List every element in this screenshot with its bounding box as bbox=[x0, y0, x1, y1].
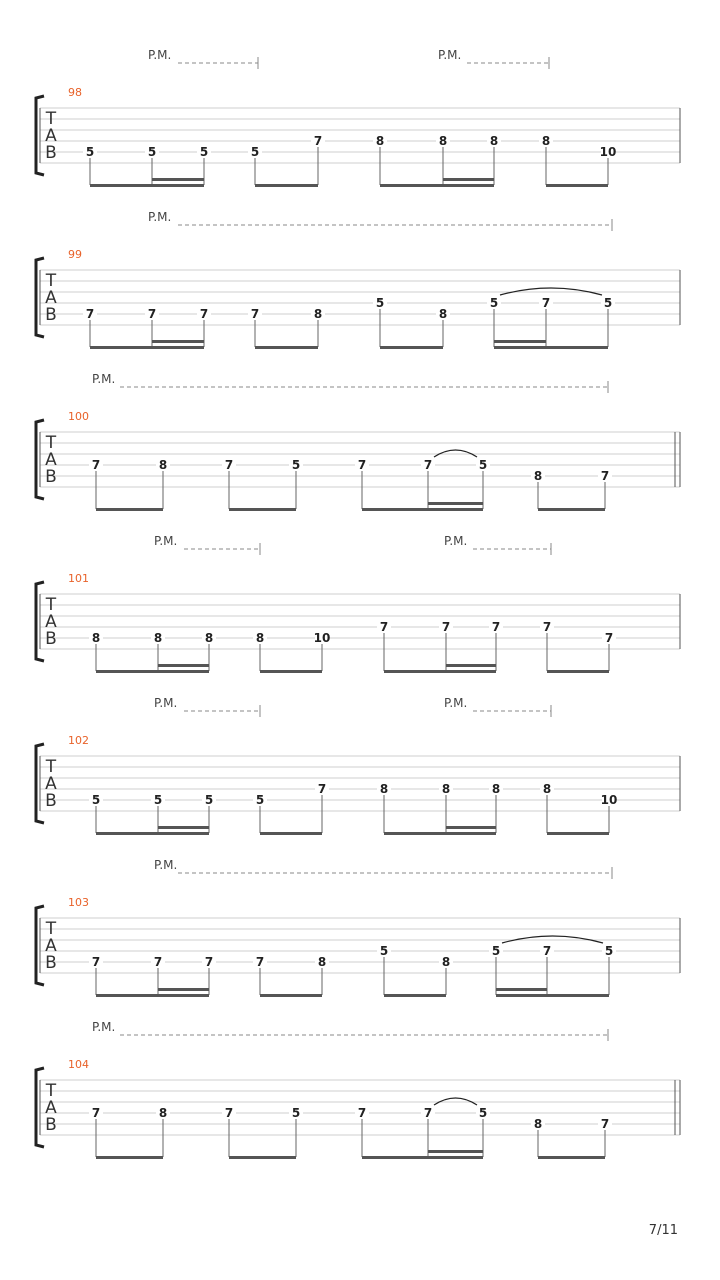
fret-number: 8 bbox=[441, 955, 451, 969]
beam-secondary bbox=[446, 826, 496, 829]
fret-number: 5 bbox=[478, 1106, 488, 1120]
beam-secondary bbox=[443, 178, 494, 181]
measure-number: 101 bbox=[68, 572, 89, 585]
fret-number: 8 bbox=[489, 134, 499, 148]
palm-mute-label: P.M. bbox=[92, 1020, 116, 1034]
beam-secondary bbox=[158, 664, 209, 667]
fret-number: 7 bbox=[91, 955, 101, 969]
tab-letter: A bbox=[45, 450, 57, 470]
fret-number: 5 bbox=[489, 296, 499, 310]
fret-number: 7 bbox=[357, 458, 367, 472]
tab-letter: A bbox=[45, 612, 57, 632]
fret-number: 8 bbox=[158, 458, 168, 472]
fret-number: 8 bbox=[153, 631, 163, 645]
fret-number: 5 bbox=[250, 145, 260, 159]
beam bbox=[384, 670, 496, 673]
measure-number: 102 bbox=[68, 734, 89, 747]
beam bbox=[255, 184, 318, 187]
beam-secondary bbox=[428, 502, 483, 505]
fret-number: 7 bbox=[153, 955, 163, 969]
fret-number: 7 bbox=[224, 1106, 234, 1120]
fret-number: 5 bbox=[204, 793, 214, 807]
fret-number: 7 bbox=[423, 458, 433, 472]
fret-number: 8 bbox=[542, 782, 552, 796]
beam bbox=[96, 1156, 163, 1159]
tab-letter: T bbox=[45, 1081, 57, 1101]
tab-letter: T bbox=[45, 271, 57, 291]
beam bbox=[362, 1156, 483, 1159]
tab-letter: B bbox=[45, 467, 57, 487]
fret-number: 7 bbox=[541, 296, 551, 310]
tab-letter: T bbox=[45, 757, 57, 777]
fret-number: 7 bbox=[317, 782, 327, 796]
fret-number: 7 bbox=[313, 134, 323, 148]
fret-number: 7 bbox=[357, 1106, 367, 1120]
beam-secondary bbox=[446, 664, 496, 667]
beam bbox=[494, 346, 608, 349]
fret-number: 8 bbox=[204, 631, 214, 645]
fret-number: 8 bbox=[255, 631, 265, 645]
tab-letter: T bbox=[45, 109, 57, 129]
beam bbox=[96, 508, 163, 511]
beam bbox=[380, 184, 494, 187]
tab-letter: T bbox=[45, 595, 57, 615]
beam bbox=[229, 1156, 296, 1159]
tab-letter: A bbox=[45, 774, 57, 794]
fret-number: 8 bbox=[379, 782, 389, 796]
fret-number: 7 bbox=[250, 307, 260, 321]
beam-secondary bbox=[428, 1150, 483, 1153]
beam bbox=[362, 508, 483, 511]
palm-mute-label: P.M. bbox=[148, 48, 172, 62]
beam bbox=[380, 346, 443, 349]
palm-mute-label: P.M. bbox=[148, 210, 172, 224]
tab-letter: T bbox=[45, 919, 57, 939]
fret-number: 7 bbox=[147, 307, 157, 321]
tab-letter: A bbox=[45, 288, 57, 308]
beam-secondary bbox=[494, 340, 546, 343]
measure-number: 103 bbox=[68, 896, 89, 909]
palm-mute-label: P.M. bbox=[438, 48, 462, 62]
fret-number: 8 bbox=[158, 1106, 168, 1120]
palm-mute-label: P.M. bbox=[92, 372, 116, 386]
tab-letter: A bbox=[45, 1098, 57, 1118]
fret-number: 5 bbox=[255, 793, 265, 807]
fret-number: 7 bbox=[199, 307, 209, 321]
fret-number: 5 bbox=[603, 296, 613, 310]
fret-number: 5 bbox=[147, 145, 157, 159]
measure-number: 104 bbox=[68, 1058, 89, 1071]
beam bbox=[547, 832, 609, 835]
fret-number: 5 bbox=[379, 944, 389, 958]
fret-number: 10 bbox=[313, 631, 331, 645]
fret-number: 7 bbox=[91, 458, 101, 472]
fret-number: 7 bbox=[491, 620, 501, 634]
fret-number: 8 bbox=[91, 631, 101, 645]
fret-number: 5 bbox=[375, 296, 385, 310]
palm-mute-label: P.M. bbox=[444, 696, 468, 710]
page-number: 7/11 bbox=[648, 1223, 678, 1238]
palm-mute-label: P.M. bbox=[154, 534, 178, 548]
measure-number: 100 bbox=[68, 410, 89, 423]
fret-number: 8 bbox=[541, 134, 551, 148]
beam bbox=[546, 184, 608, 187]
fret-number: 7 bbox=[379, 620, 389, 634]
fret-number: 7 bbox=[441, 620, 451, 634]
fret-number: 8 bbox=[375, 134, 385, 148]
beam bbox=[90, 346, 204, 349]
palm-mute-label: P.M. bbox=[154, 696, 178, 710]
fret-number: 5 bbox=[85, 145, 95, 159]
beam bbox=[384, 994, 446, 997]
fret-number: 5 bbox=[478, 458, 488, 472]
fret-number: 8 bbox=[533, 1117, 543, 1131]
beam bbox=[260, 832, 322, 835]
beam-secondary bbox=[158, 826, 209, 829]
beam bbox=[260, 670, 322, 673]
fret-number: 8 bbox=[313, 307, 323, 321]
fret-number: 8 bbox=[491, 782, 501, 796]
fret-number: 10 bbox=[599, 145, 617, 159]
beam bbox=[260, 994, 322, 997]
fret-number: 7 bbox=[224, 458, 234, 472]
beam-secondary bbox=[496, 988, 547, 991]
beam-secondary bbox=[158, 988, 209, 991]
beam bbox=[229, 508, 296, 511]
beam bbox=[96, 832, 209, 835]
fret-number: 8 bbox=[438, 307, 448, 321]
fret-number: 7 bbox=[91, 1106, 101, 1120]
beam-secondary bbox=[152, 178, 204, 181]
fret-number: 5 bbox=[604, 944, 614, 958]
fret-number: 5 bbox=[291, 458, 301, 472]
beam bbox=[96, 670, 209, 673]
tab-letter: B bbox=[45, 305, 57, 325]
palm-mute-label: P.M. bbox=[444, 534, 468, 548]
beam bbox=[90, 184, 204, 187]
tab-letter: B bbox=[45, 629, 57, 649]
fret-number: 7 bbox=[255, 955, 265, 969]
tab-letter: A bbox=[45, 936, 57, 956]
fret-number: 8 bbox=[441, 782, 451, 796]
fret-number: 10 bbox=[600, 793, 618, 807]
beam bbox=[96, 994, 209, 997]
beam bbox=[255, 346, 318, 349]
fret-number: 7 bbox=[542, 944, 552, 958]
measure-number: 98 bbox=[68, 86, 82, 99]
fret-number: 5 bbox=[491, 944, 501, 958]
fret-number: 7 bbox=[542, 620, 552, 634]
tab-letter: B bbox=[45, 953, 57, 973]
palm-mute-label: P.M. bbox=[154, 858, 178, 872]
fret-number: 5 bbox=[291, 1106, 301, 1120]
fret-number: 7 bbox=[604, 631, 614, 645]
beam bbox=[384, 832, 496, 835]
fret-number: 8 bbox=[533, 469, 543, 483]
tab-letter: A bbox=[45, 126, 57, 146]
fret-number: 5 bbox=[199, 145, 209, 159]
beam bbox=[547, 670, 609, 673]
tab-letter: T bbox=[45, 433, 57, 453]
fret-number: 7 bbox=[600, 1117, 610, 1131]
fret-number: 7 bbox=[423, 1106, 433, 1120]
beam bbox=[538, 508, 605, 511]
beam-secondary bbox=[152, 340, 204, 343]
fret-number: 7 bbox=[85, 307, 95, 321]
tab-letter: B bbox=[45, 1115, 57, 1135]
beam bbox=[496, 994, 609, 997]
fret-number: 8 bbox=[317, 955, 327, 969]
tab-letter: B bbox=[45, 791, 57, 811]
fret-number: 7 bbox=[204, 955, 214, 969]
fret-number: 5 bbox=[91, 793, 101, 807]
fret-number: 7 bbox=[600, 469, 610, 483]
tab-letter: B bbox=[45, 143, 57, 163]
beam bbox=[538, 1156, 605, 1159]
measure-number: 99 bbox=[68, 248, 82, 261]
fret-number: 5 bbox=[153, 793, 163, 807]
fret-number: 8 bbox=[438, 134, 448, 148]
